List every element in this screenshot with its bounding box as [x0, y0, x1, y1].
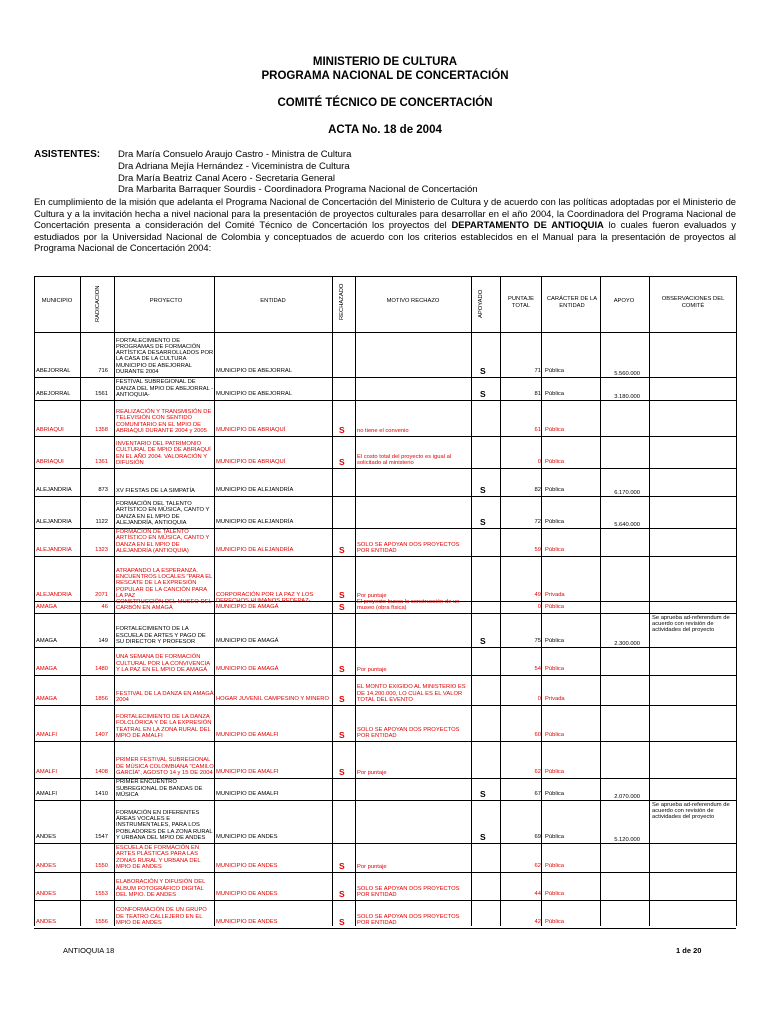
- cell-caracter: Pública: [545, 547, 565, 553]
- cell-rechazado: S: [339, 457, 345, 467]
- cell-apoyo: 5.640.000: [614, 522, 640, 528]
- table-row-rule: [34, 900, 736, 901]
- cell-apoyado: S: [480, 366, 486, 376]
- cell-radicacion: 1408: [95, 769, 108, 775]
- cell-municipio: ALEJANDRIA: [36, 592, 72, 598]
- cell-motivo: Por puntaje: [357, 592, 387, 599]
- header-observaciones: OBSERVACIONES DEL COMITÉ: [661, 296, 725, 309]
- cell-puntaje: 75: [534, 638, 541, 644]
- cell-apoyo: 2.300.000: [614, 641, 640, 647]
- cell-motivo: SOLO SE APOYAN DOS PROYECTOS POR ENTIDAD: [357, 885, 460, 898]
- cell-rechazado: S: [339, 545, 345, 555]
- asistentes-label: ASISTENTES:: [34, 149, 101, 160]
- cell-caracter: Pública: [545, 459, 565, 465]
- cell-radicacion: 716: [98, 368, 108, 374]
- cell-puntaje: 0: [537, 459, 541, 465]
- intro-paragraph: [34, 196, 736, 254]
- cell-proyecto: FORMACIÓN DEL TALENTO ARTÍSTICO EN MÚSICA, CANTO Y DANZA EN EL MPIO DE ALEJANDRÍA, ANTIOQUIA: [116, 501, 210, 526]
- cell-motivo: Por puntaje: [357, 769, 387, 776]
- cell-rechazado: S: [339, 730, 345, 740]
- cell-puntaje: 44: [534, 891, 541, 897]
- cell-proyecto: PRIMER ENCUENTRO SUBREGIONAL DE BANDAS DE MÚSICA: [116, 779, 203, 798]
- table-row-rule: [34, 705, 736, 706]
- cell-entidad: MUNICIPIO DE ALEJANDRÍA: [216, 487, 294, 493]
- cell-proyecto: ATRAPANDO LA ESPERANZA. ENCUENTROS LOCALES "PARA EL RESCATE DE LA EXPRESIÓN POPULAR DE LA CANCIÓN PARA LA PAZ: [116, 567, 213, 599]
- cell-caracter: Pública: [545, 732, 565, 738]
- cell-caracter: Pública: [545, 863, 565, 869]
- cell-rechazado: S: [339, 590, 345, 600]
- cell-motivo: Por puntaje: [357, 863, 387, 870]
- cell-caracter: Pública: [545, 891, 565, 897]
- intro-text-after: lo cuales fueron evaluados y estudiados por la Universidad Nacional de Colombia y conceptuados de acuerdo con los criterios establecidos en el Manual para la presentación de proyectos al Programa Nacional de Concertación 2004:: [34, 219, 736, 254]
- cell-rechazado: S: [339, 917, 345, 927]
- table-column-rule: [736, 276, 737, 926]
- cell-caracter: Pública: [545, 368, 565, 374]
- intro-department: DEPARTAMENTO DE ANTIOQUIA: [451, 219, 604, 231]
- footer-department: ANTIOQUIA 18: [63, 946, 115, 955]
- table-row-rule: [34, 741, 736, 742]
- cell-municipio: AMAGA: [36, 604, 57, 610]
- cell-caracter: Pública: [545, 791, 565, 797]
- cell-motivo: Por puntaje: [357, 666, 387, 673]
- cell-municipio: AMAGA: [36, 666, 57, 672]
- cell-municipio: ALEJANDRIA: [36, 519, 72, 525]
- cell-rechazado: S: [339, 861, 345, 871]
- cell-radicacion: 1550: [95, 863, 108, 869]
- table-row-rule: [34, 872, 736, 873]
- cell-entidad: MUNICIPIO DE ANDES: [216, 834, 278, 840]
- cell-proyecto: FESTIVAL DE LA DANZA EN AMAGÁ 2004: [116, 690, 214, 703]
- cell-apoyo: 6.170.000: [614, 490, 640, 496]
- cell-puntaje: 54: [534, 666, 541, 672]
- table-row-rule: [34, 675, 736, 676]
- cell-caracter: Pública: [545, 769, 565, 775]
- cell-municipio: ABRIAQUI: [36, 427, 64, 433]
- intro-text-before: En cumplimiento de la misión que adelanta el Programa Nacional de Concertación del Ministerio de Cultura y de acuerdo con las políticas adoptadas por el Ministerio de Cultura y a la invitación hecha a nivel nacional para la presentación de proyectos culturales para desarrollar en el año 2004, la Coordinadora del Programa Nacional de Concertación presenta a consideración del Comité Técnico de Concertación los proyectos del: [34, 196, 736, 231]
- acta-title: ACTA No. 18 de 2004: [328, 124, 442, 136]
- cell-motivo: no tiene el convenio: [357, 427, 409, 434]
- cell-municipio: ANDES: [36, 919, 56, 925]
- header-radicacion: RADICACION: [95, 285, 101, 322]
- cell-puntaje: 59: [534, 547, 541, 553]
- cell-apoyado: S: [480, 389, 486, 399]
- asistentes-list: [118, 149, 478, 196]
- cell-entidad: MUNICIPIO DE ABEJORRAL: [216, 368, 293, 374]
- header-entidad: ENTIDAD: [260, 298, 286, 304]
- cell-caracter: Pública: [545, 919, 565, 925]
- cell-rechazado: S: [339, 767, 345, 777]
- cell-puntaje: 62: [534, 863, 541, 869]
- cell-puntaje: 0: [537, 696, 541, 702]
- cell-radicacion: 1556: [95, 919, 108, 925]
- table-row-rule: [34, 468, 736, 469]
- cell-caracter: Pública: [545, 604, 565, 610]
- cell-entidad: MUNICIPIO DE ANDES: [216, 919, 278, 925]
- cell-caracter: Pública: [545, 834, 565, 840]
- cell-entidad: MUNICIPIO DE AMAGÁ: [216, 604, 279, 610]
- cell-rechazado: S: [339, 602, 345, 612]
- cell-entidad: MUNICIPIO DE ABRIAQUÍ: [216, 427, 286, 433]
- cell-entidad: MUNICIPIO DE AMALFI: [216, 732, 279, 738]
- cell-proyecto: FORMACIÓN EN DIFERENTES ÁREAS VOCALES E INSTRUMENTALES, PARA LOS POBLADORES DE LA ZONA RURAL Y URBANA DEL MPIO DE ANDES: [116, 809, 213, 841]
- cell-proyecto: ESCUELA DE FORMACIÓN EN ARTES PLÁSTICAS PARA LAS ZONAS RURAL Y URBANA DEL MPIO DE ANDES: [116, 845, 201, 870]
- cell-caracter: Privada: [545, 696, 565, 702]
- cell-municipio: ANDES: [36, 834, 56, 840]
- table-row-rule: [34, 332, 736, 333]
- cell-radicacion: 1480: [95, 666, 108, 672]
- cell-entidad: MUNICIPIO DE AMAGÁ: [216, 638, 279, 644]
- cell-municipio: ABEJORRAL: [36, 368, 71, 374]
- cell-motivo: SOLO SE APOYAN DOS PROYECTOS POR ENTIDAD: [357, 913, 460, 926]
- cell-proyecto: ELABORACIÓN Y DIFUSIÓN DEL ÁLBUM FOTOGRÁFICO DIGITAL DEL MPIO. DE ANDES: [116, 879, 206, 898]
- cell-proyecto: XV FIESTAS DE LA SIMPATÍA: [116, 487, 195, 494]
- cell-caracter: Pública: [545, 427, 565, 433]
- table-row-rule: [34, 556, 736, 557]
- cell-radicacion: 1561: [95, 391, 108, 397]
- cell-municipio: AMAGA: [36, 638, 57, 644]
- cell-observaciones: Se aprueba ad-referendum de acuerdo con revisión de actividades del proyecto: [652, 615, 730, 634]
- cell-puntaje: 72: [534, 519, 541, 525]
- cell-entidad: MUNICIPIO DE AMALFI: [216, 791, 279, 797]
- ministry-title: MINISTERIO DE CULTURA: [312, 56, 458, 68]
- cell-apoyado: S: [480, 485, 486, 495]
- cell-puntaje: 42: [534, 919, 541, 925]
- cell-radicacion: 1407: [95, 732, 108, 738]
- cell-entidad: MUNICIPIO DE AMAGÁ: [216, 666, 279, 672]
- cell-puntaje: 60: [534, 732, 541, 738]
- header-proyecto: PROYECTO: [149, 298, 183, 304]
- cell-rechazado: S: [339, 889, 345, 899]
- table-row-rule: [34, 613, 736, 614]
- header-apoyo: APOYO: [613, 298, 635, 304]
- cell-entidad: MUNICIPIO DE ABRIAQUÍ: [216, 459, 286, 465]
- cell-radicacion: 1122: [95, 519, 108, 525]
- cell-radicacion: 873: [98, 487, 108, 493]
- asistente-item: Dra María Beatriz Canal Acero - Secretaria General: [118, 172, 336, 184]
- cell-entidad: MUNICIPIO DE AMALFI: [216, 769, 279, 775]
- cell-proyecto: FORTALECIMIENTO DE PROGRAMAS DE FORMACIÓN ARTÍSTICA DESARROLLADOS POR LA CASA DE LA CULTURA MUNICIPIO DE ABEJORRAL DURANTE 2004: [116, 337, 214, 375]
- cell-radicacion: 1856: [95, 696, 108, 702]
- cell-proyecto: CONSTRUCCIÓN DEL MUSEO DEL CARBÓN EN AMAGÁ: [116, 598, 212, 611]
- header-motivo: MOTIVO RECHAZO: [386, 298, 440, 304]
- header-apoyado: APOYADO: [478, 289, 484, 318]
- program-title: PROGRAMA NACIONAL DE CONCERTACIÓN: [261, 70, 509, 82]
- cell-municipio: ANDES: [36, 891, 56, 897]
- cell-apoyado: S: [480, 636, 486, 646]
- cell-puntaje: 62: [534, 769, 541, 775]
- cell-caracter: Pública: [545, 666, 565, 672]
- cell-apoyado: S: [480, 789, 486, 799]
- cell-proyecto: CONFORMACIÓN DE UN GRUPO DE TEATRO CALLEJERO EN EL MPIO DE ANDES: [116, 907, 207, 926]
- cell-radicacion: 1410: [95, 791, 108, 797]
- cell-municipio: ABRIAQUI: [36, 459, 64, 465]
- cell-caracter: Pública: [545, 638, 565, 644]
- cell-entidad: CORPORACIÓN POR LA PAZ Y LOS DERECHOS HUMANOS REDEPAZ-: [216, 592, 314, 605]
- cell-entidad: MUNICIPIO DE ALEJANDRÍA: [216, 547, 294, 553]
- cell-puntaje: 82: [534, 487, 541, 493]
- cell-apoyo: 3.180.000: [614, 394, 640, 400]
- header-caracter: CARÁCTER DE LA ENTIDAD: [546, 296, 598, 309]
- cell-entidad: MUNICIPIO DE ANDES: [216, 863, 278, 869]
- table-row-rule: [34, 436, 736, 437]
- cell-radicacion: 149: [98, 638, 108, 644]
- cell-proyecto: FORTALECIMIENTO DE LA ESCUELA DE ARTES Y PAGO DE SU DIRECTOR Y PROFESOR: [116, 626, 206, 645]
- header-municipio: MUNICIPIO: [41, 298, 73, 304]
- cell-radicacion: 1553: [95, 891, 108, 897]
- cell-municipio: AMALFI: [36, 769, 57, 775]
- cell-entidad: MUNICIPIO DE ALEJANDRÍA: [216, 519, 294, 525]
- cell-apoyado: S: [480, 832, 486, 842]
- asistente-item: Dra Adriana Mejía Hernández - Viceministra de Cultura: [118, 160, 350, 172]
- cell-puntaje: 69: [534, 834, 541, 840]
- cell-proyecto: REALIZACIÓN Y TRANSMISIÓN DE TELEVISIÓN CON SENTIDO COMUNITARIO EN EL MPIO DE ABRIAQUI DURANTE 2004 y 2005: [116, 409, 212, 434]
- asistente-item: Dra Marbarita Barraquer Sourdis - Coordinadora Programa Nacional de Concertación: [118, 184, 478, 196]
- cell-radicacion: 2071: [95, 592, 108, 598]
- cell-puntaje: 81: [534, 391, 541, 397]
- cell-caracter: Pública: [545, 519, 565, 525]
- cell-rechazado: S: [339, 425, 345, 435]
- committee-title: COMITÉ TÉCNICO DE CONCERTACIÓN: [277, 97, 493, 109]
- header-puntaje: PUNTAJE TOTAL: [508, 296, 534, 309]
- cell-puntaje: 67: [534, 791, 541, 797]
- cell-proyecto: UNA SEMANA DE FORMACIÓN CULTURAL POR LA CONVIVENCIA Y LA PAZ EN EL MPIO DE AMAGÁ: [116, 654, 210, 673]
- cell-motivo: El proyecto busca la construcción de un museo (obra física): [357, 598, 460, 611]
- cell-rechazado: S: [339, 664, 345, 674]
- cell-puntaje: 61: [534, 427, 541, 433]
- cell-municipio: ABEJORRAL: [36, 391, 71, 397]
- cell-entidad: MUNICIPIO DE ABEJORRAL: [216, 391, 293, 397]
- cell-proyecto: INVENTARIO DEL PATRIMONIO CULTURAL DE MPIO DE ABRIAQUÍ EN EL AÑO 2004. VALORACIÓN Y DIFUSIÓN: [116, 441, 211, 466]
- header-rechazado: RECHAZADO: [339, 283, 345, 320]
- table-row-rule: [34, 276, 736, 277]
- footer-page-number: 1 de 20: [676, 946, 702, 955]
- cell-apoyo: 2.070.000: [614, 794, 640, 800]
- cell-puntaje: 71: [534, 368, 541, 374]
- cell-apoyo: 5.120.000: [614, 837, 640, 843]
- cell-apoyo: 5.560.000: [614, 371, 640, 377]
- cell-entidad: MUNICIPIO DE ANDES: [216, 891, 278, 897]
- cell-radicacion: 1361: [95, 459, 108, 465]
- cell-entidad: HOGAR JUVENIL CAMPESINO Y MINERO: [216, 696, 329, 702]
- cell-motivo: El costo total del proyecto es igual al solicitado al ministerio: [357, 453, 452, 466]
- cell-puntaje: 49: [534, 592, 541, 598]
- cell-proyecto: FORMACIÓN DE TALENTO ARTÍSTICO EN MÚSICA, CANTO Y DANZA EN EL MPIO DE ALEJANDRÍA (ANTIOQUIA): [116, 529, 210, 554]
- cell-proyecto: FORTALECIMIENTO DE LA DANZA FOLCLÓRICA Y DE LA EXPRESIÓN TEATRAL EN LA ZONA RURAL DEL MPIO DE AMALFI: [116, 714, 212, 739]
- cell-motivo: SOLO SE APOYAN DOS PROYECTOS POR ENTIDAD: [357, 541, 460, 554]
- table-row-rule: [34, 928, 736, 929]
- cell-caracter: Pública: [545, 487, 565, 493]
- cell-motivo: EL MONTO EXIGIDO AL MINISTERIO ES DE 14.200.000, LO CUAL ES EL VALOR TOTAL DEL EVENTO: [357, 684, 466, 703]
- cell-puntaje: 0: [537, 604, 541, 610]
- cell-radicacion: 1358: [95, 427, 108, 433]
- cell-municipio: AMALFI: [36, 791, 57, 797]
- cell-municipio: ALEJANDRIA: [36, 547, 72, 553]
- cell-apoyado: S: [480, 517, 486, 527]
- cell-motivo: SOLO SE APOYAN DOS PROYECTOS POR ENTIDAD: [357, 726, 460, 739]
- cell-radicacion: 1547: [95, 834, 108, 840]
- cell-radicacion: 46: [101, 604, 108, 610]
- cell-observaciones: Se aprueba ad-referendum de acuerdo con revisión de actividades del proyecto: [652, 802, 730, 821]
- cell-municipio: ANDES: [36, 863, 56, 869]
- cell-municipio: ALEJANDRIA: [36, 487, 72, 493]
- cell-radicacion: 1323: [95, 547, 108, 553]
- cell-municipio: AMAGA: [36, 696, 57, 702]
- cell-proyecto: FESTIVAL SUBREGIONAL DE DANZA DEL MPIO DE ABEJORRAL -ANTIOQUIA-: [116, 379, 214, 398]
- cell-municipio: AMALFI: [36, 732, 57, 738]
- cell-caracter: Pública: [545, 391, 565, 397]
- cell-proyecto: PRIMER FESTIVAL SUBREGIONAL DE MÚSICA COLOMBIANA "CAMILO GARCÍA", AGOSTO 14 y 15 DE 2004: [116, 757, 214, 776]
- cell-caracter: Privada: [545, 592, 565, 598]
- asistente-item: Dra María Consuelo Araujo Castro - Ministra de Cultura: [118, 149, 352, 160]
- cell-rechazado: S: [339, 694, 345, 704]
